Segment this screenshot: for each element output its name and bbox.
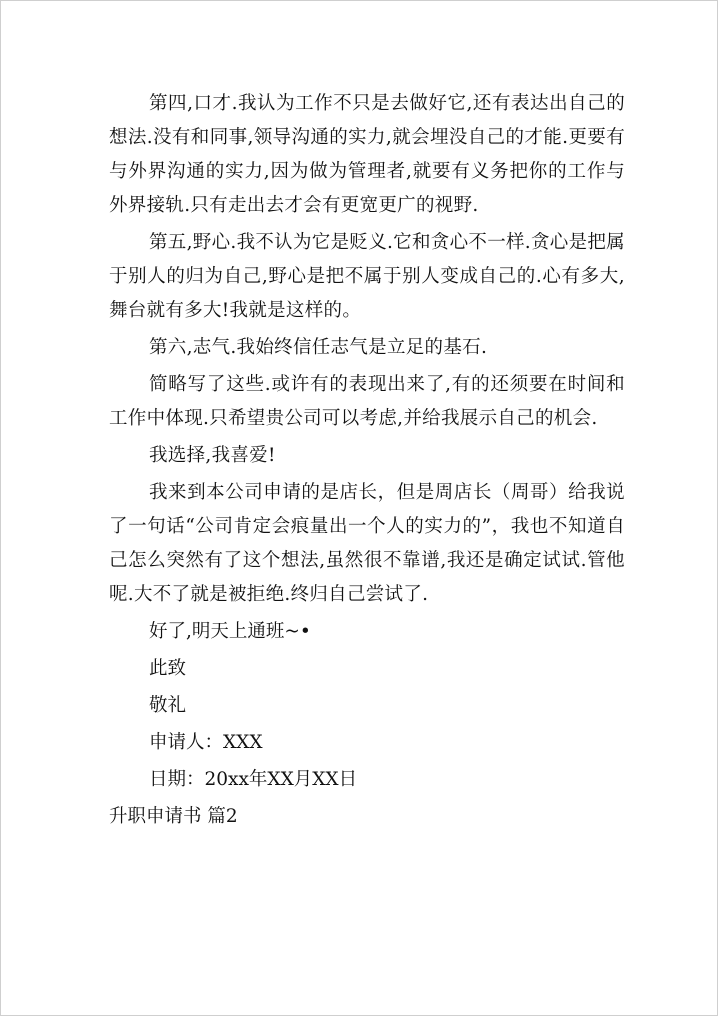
next-section-title: 升职申请书 篇2 <box>109 806 238 827</box>
closing-farewell: 好了,明天上通班~• <box>149 621 311 642</box>
closing-salutation-2: 敬礼 <box>149 695 187 716</box>
paragraph-eloquence: 第四,口才.我认为工作不只是去做好它,还有表达出自己的想法.没有和同事,领导沟通的实力,就会埋没自己的才能.更要有与外界沟通的实力,因为做为管理者,就要有义务把你的工作与外界接轨.只有走出去才会有更宽更广的视野. <box>109 93 625 216</box>
paragraph-aspiration: 第六,志气.我始终信任志气是立足的基石. <box>149 337 488 358</box>
document-body <box>109 87 625 834</box>
closing-salutation-1: 此致 <box>149 658 187 679</box>
paragraph-story: 我来到本公司申请的是店长，但是周店长（周哥）给我说了一句话“公司肯定会痕量出一个人的实力的”，我也不知道自己怎么突然有了这个想法,虽然很不靠谱,我还是确定试试.管他呢.大不了就是被拒绝.终归自己尝试了. <box>109 482 625 605</box>
application-date: 日期：20xx年XX月XX日 <box>149 769 358 790</box>
paragraph-ambition: 第五,野心.我不认为它是贬义.它和贪心不一样.贪心是把属于别人的归为自己,野心是把不属于别人变成自己的.心有多大,舞台就有多大!我就是这样的。 <box>109 232 625 321</box>
paragraph-choice: 我选择,我喜爱! <box>149 445 276 466</box>
paragraph-summary: 简略写了这些.或许有的表现出来了,有的还须要在时间和工作中体现.只希望贵公司可以考虑,并给我展示自己的机会. <box>109 374 625 429</box>
applicant-signature: 申请人：XXX <box>149 732 263 753</box>
